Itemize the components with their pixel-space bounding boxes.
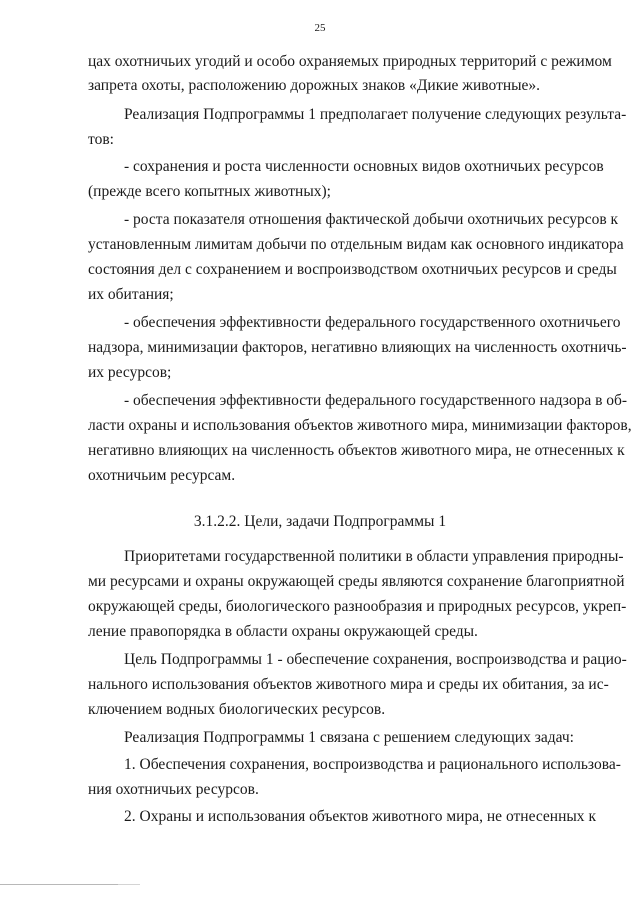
text-line: установленным лимитам добычи по отдельным видам как основного индикатора [88,236,624,253]
text-line: - сохранения и роста численности основных видов охотничьих ресурсов [124,158,604,175]
text-line: 2. Охраны и использования объектов животного мира, не отнесенных к [124,808,596,825]
section-heading: 3.1.2.2. Цели, задачи Подпрограммы 1 [193,513,447,530]
text-line: нального использования объектов животного мира и среды их обитания, за ис- [88,676,609,693]
text-line: Приоритетами государственной политики в области управления природны- [124,548,624,565]
text-line: ласти охраны и использования объектов животного мира, минимизации факторов, [88,417,632,434]
text-line: Реализация Подпрограммы 1 предполагает получение следующих результа- [124,106,627,123]
text-line: их обитания; [88,286,174,303]
text-line: ление правопорядка в области охраны окружающей среды. [88,623,478,640]
text-line: надзора, минимизации факторов, негативно влияющих на численность охотничь- [88,339,627,356]
text-line: (прежде всего копытных животных); [88,183,331,200]
text-line: их ресурсов; [88,364,172,381]
text-line: Цель Подпрограммы 1 - обеспечение сохранения, воспроизводства и рацио- [124,651,627,668]
text-line: ключением водных биологических ресурсов. [88,701,386,718]
scan-edge-line [118,884,140,885]
page-number: 25 [314,22,326,34]
text-line: негативно влияющих на численность объектов животного мира, не отнесенных к [88,442,625,459]
text-line: - обеспечения эффективности федерального государственного надзора в об- [124,392,628,409]
text-line: охотничьим ресурсам. [88,467,236,484]
text-line: тов: [88,131,114,148]
text-line: - роста показателя отношения фактической добычи охотничьих ресурсов к [124,211,619,228]
text-line: ния охотничьих ресурсов. [88,781,259,798]
scan-edge-line [0,884,118,885]
text-line: цах охотничьих угодий и особо охраняемых природных территорий с режимом [88,53,612,70]
text-line: Реализация Подпрограммы 1 связана с решением следующих задач: [124,729,574,746]
text-line: ми ресурсами и охраны окружающей среды являются сохранение благоприятной [88,573,625,590]
text-line: состояния дел с сохранением и воспроизводством охотничьих ресурсов и среды [88,261,617,278]
text-line: - обеспечения эффективности федерального государственного охотничьего [124,314,621,331]
text-line: запрета охоты, расположению дорожных знаков «Дикие животные». [88,77,541,94]
text-line: окружающей среды, биологического разнообразия и природных ресурсов, укреп- [88,598,627,615]
text-line: 1. Обеспечения сохранения, воспроизводства и рационального использова- [124,756,621,773]
